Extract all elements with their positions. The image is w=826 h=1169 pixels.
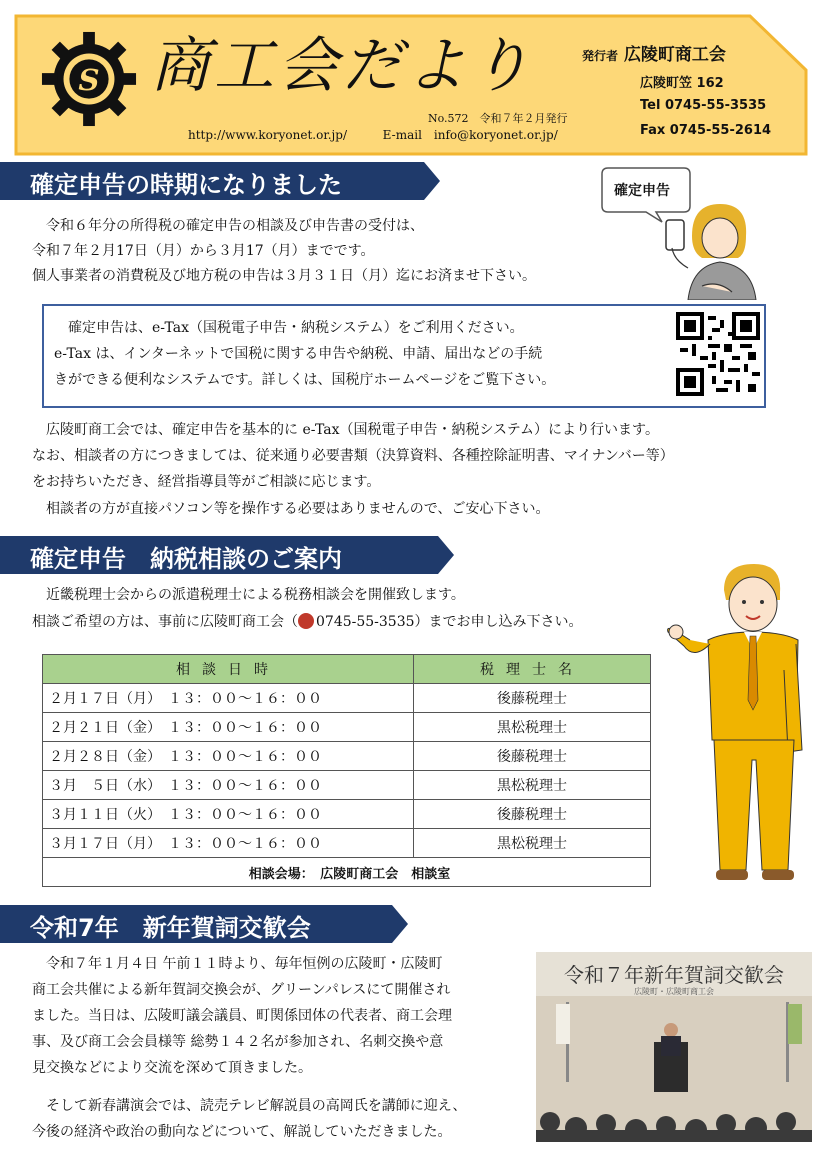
paragraph-line: なお、相談者の方につきましては、従来通り必要書類（決算資料、各種控除証明書、マイナンバー等） xyxy=(32,448,674,464)
paragraph-line: ました。当日は、広陵町議会議員、町関係団体の代表者、商工会理 xyxy=(32,1008,452,1024)
event-photo xyxy=(536,952,812,1142)
photo-banner-subtitle: 広陵町・広陵町商工会 xyxy=(634,987,714,996)
table-header-row xyxy=(43,655,651,684)
section-banner-tax-consultation xyxy=(0,536,454,574)
table-row xyxy=(43,800,651,829)
accountant-cell: 黒松税理士 xyxy=(414,771,651,800)
publisher xyxy=(582,40,726,65)
paragraph-line: 見交換などにより交流を深めて頂きました。 xyxy=(32,1060,312,1076)
paragraph-line: 令和６年分の所得税の確定申告の相談及び申告書の受付は、 xyxy=(32,218,424,234)
venue-row xyxy=(43,858,651,887)
accountant-cell: 後藤税理士 xyxy=(414,742,651,771)
website-link[interactable]: http://www.koryonet.or.jp/ xyxy=(188,128,347,142)
paragraph-line: 事、及び商工会会員様等 総勢１４２名が参加され、名刺交換や意 xyxy=(32,1034,444,1050)
phone-contact-line xyxy=(32,610,583,635)
paragraph-line: 広陵町商工会では、確定申告を基本的に e-Tax（国税電子申告・納税システム）により行います。 xyxy=(32,422,659,438)
accountant-cell: 黒松税理士 xyxy=(414,713,651,742)
svg-text:S: S xyxy=(78,61,100,97)
paragraph-line: 今後の経済や政治の動向などについて、解説していただきました。 xyxy=(32,1124,452,1140)
phone-number[interactable]: 0745-55-3535 xyxy=(316,614,415,630)
venue-cell: 相談会場： 広陵町商工会 相談室 xyxy=(43,858,651,887)
table-row xyxy=(43,742,651,771)
accountant-cell: 後藤税理士 xyxy=(414,800,651,829)
section-banner-tax-return xyxy=(0,162,440,200)
table-row xyxy=(43,684,651,713)
telephone: Tel 0745-55-3535 xyxy=(640,98,767,113)
paragraph-line: 令和７年１月４日 午前１１時より、毎年恒例の広陵町・広陵町 xyxy=(32,956,443,972)
speech-bubble-text: 確定申告 xyxy=(614,183,670,199)
paragraph-line: 近畿税理士会からの派遣税理士による税務相談会を開催致します。 xyxy=(32,587,465,603)
consultation-schedule-table xyxy=(42,654,651,887)
date-cell: ２月１７日（月） １３：００～１６：００ xyxy=(43,684,414,713)
phone-icon xyxy=(298,613,314,629)
section-title: 令和7年 新年賀詞交歓会 xyxy=(30,914,311,942)
masthead-title: 商工会だより xyxy=(150,31,534,101)
contact-line xyxy=(188,126,558,143)
date-cell: ３月１７日（月） １３：００～１６：００ xyxy=(43,829,414,858)
qr-code-icon[interactable] xyxy=(676,312,760,396)
date-cell: ３月 ５日（水） １３：００～１６：００ xyxy=(43,771,414,800)
publisher-name: 広陵町商工会 xyxy=(623,45,726,65)
section-banner-new-year-party xyxy=(0,905,408,943)
etax-box-line: 確定申告は、e-Tax（国税電子申告・納税システム）をご利用ください。 xyxy=(54,320,524,336)
address: 広陵町笠 162 xyxy=(640,76,724,91)
date-cell: ２月２１日（金） １３：００～１６：００ xyxy=(43,713,414,742)
paragraph-line: 令和７年２月17日（月）から３月17（月）までです。 xyxy=(32,243,375,259)
fax: Fax 0745-55-2614 xyxy=(640,123,772,138)
table-row xyxy=(43,829,651,858)
paragraph-line: 商工会共催による新年賀詞交換会が、グリーンパレスにて開催され xyxy=(32,982,451,998)
accountant-cell: 後藤税理士 xyxy=(414,684,651,713)
table-row xyxy=(43,713,651,742)
table-row xyxy=(43,771,651,800)
paragraph-line: 個人事業者の消費税及び地方税の申告は３月３１日（月）迄にお済ませ下さい。 xyxy=(32,268,536,284)
date-cell: ３月１１日（火） １３：００～１６：００ xyxy=(43,800,414,829)
paragraph-line: をお持ちいただき、経営指導員等がご相談に応じます。 xyxy=(32,474,381,490)
contact-text: 相談ご希望の方は、事前に広陵町商工会（ xyxy=(32,614,298,630)
woman-with-phone-illustration xyxy=(658,196,758,300)
accountant-cell: 黒松税理士 xyxy=(414,829,651,858)
email-link[interactable]: E-mail info@koryonet.or.jp/ xyxy=(382,128,558,142)
section-title: 確定申告 納税相談のご案内 xyxy=(30,545,342,573)
publisher-label: 発行者 xyxy=(582,49,619,63)
paragraph-line: そして新春講演会では、読売テレビ解説員の高岡氏を講師に迎え、 xyxy=(32,1098,467,1114)
column-header: 税理士名 xyxy=(414,655,651,684)
etax-box-line: きができる便利なシステムです。詳しくは、国税庁ホームページをご覧下さい。 xyxy=(54,372,556,388)
column-header: 相談日時 xyxy=(43,655,414,684)
date-cell: ２月２８日（金） １３：００～１６：００ xyxy=(43,742,414,771)
gear-logo-icon xyxy=(40,30,138,128)
etax-box-line: e-Tax は、インターネットで国税に関する申告や納税、申請、届出などの手続 xyxy=(54,346,543,362)
section-title: 確定申告の時期になりました xyxy=(30,171,342,199)
contact-text: ）までお申し込み下さい。 xyxy=(414,614,583,630)
businessman-illustration xyxy=(664,560,804,890)
issue-number: No.572 令和７年２月発行 xyxy=(428,112,568,125)
paragraph-line: 相談者の方が直接パソコン等を操作する必要はありませんので、ご安心下さい。 xyxy=(32,501,550,517)
photo-banner-title: 令和７年新年賀詞交歓会 xyxy=(564,963,784,987)
